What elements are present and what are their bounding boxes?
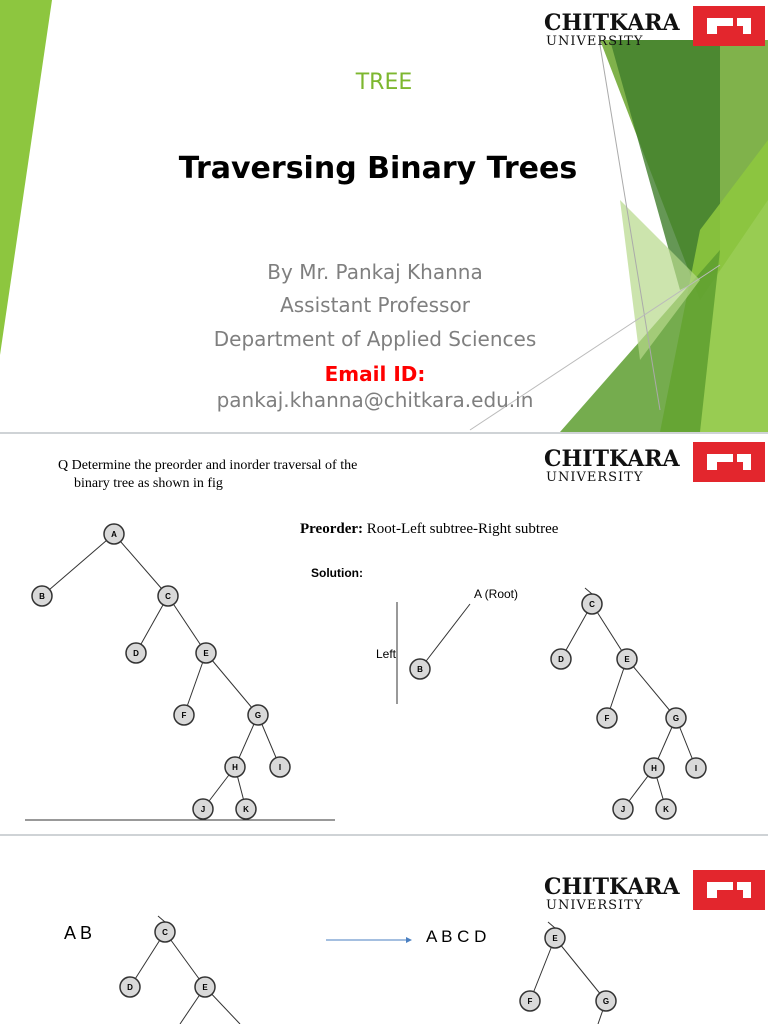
tree-node-label: B [39,592,45,601]
question-line-2: binary tree as shown in fig [74,476,223,491]
tree-node-f [174,705,194,725]
tree-node-label: F [604,714,610,723]
author-role: Assistant Professor [280,293,470,317]
tree-node-label: I [694,764,698,773]
tree-edge [420,604,470,669]
arrow-right-icon [326,937,412,943]
solution-label: Solution: [311,566,363,580]
tree-node-h [225,757,245,777]
tree-node-label: E [202,983,208,992]
tree-edge [114,534,168,596]
title-slide [0,0,768,432]
slide-title: Traversing Binary Trees [178,151,578,186]
logo-wordmark: CHITKARA [544,446,680,472]
continuation-slide [0,836,768,1024]
tree-node-f [597,708,617,728]
tree-node-label: I [278,763,282,772]
logo-subtitle: UNIVERSITY [546,34,644,49]
chitkara-logo [540,6,768,48]
tree-node-d [126,643,146,663]
tree-node-i [270,757,290,777]
email-label: Email ID: [324,362,426,386]
logo-subtitle: UNIVERSITY [546,470,644,485]
tree-node-g [248,705,268,725]
author-department: Department of Applied Sciences [213,327,537,351]
tree-node-label: B [417,665,423,674]
tree-node-k [236,799,256,819]
preorder-label: Preorder: [300,521,364,537]
tree-node-label: K [243,805,249,814]
logo-wordmark: CHITKARA [544,874,680,900]
tree-node-k [656,799,676,819]
tree-node-h [644,758,664,778]
tree-node-label: E [203,649,209,658]
tree-node-label: C [162,928,168,937]
tree-node-label: F [181,711,187,720]
tree-node-label: C [165,592,171,601]
tree-edge [627,659,676,718]
tree-edge [555,938,606,1001]
tree-node-label: E [624,655,630,664]
tree-edge [42,534,114,596]
traversal-so-far: A B [64,923,93,943]
tree-node-label: G [254,711,262,720]
tree-node-label: D [133,649,139,658]
tree-node-label: K [663,805,669,814]
tree-edge [548,922,555,928]
root-annotation: A (Root) [474,587,519,601]
tree-node-d [120,977,140,997]
tree-node-f [520,991,540,1011]
tree-node-c [155,922,175,942]
tree-node-e [195,977,215,997]
tree-node-j [193,799,213,819]
section-tag: TREE [355,70,413,95]
preorder-text: Root-Left subtree-Right subtree [363,521,559,537]
subtree-diagram [0,836,768,1024]
logo-subtitle: UNIVERSITY [546,898,644,913]
tree-edge [585,588,592,594]
tree-node-a [104,524,124,544]
preorder-slide [0,434,768,834]
tree-node-d [551,649,571,669]
tree-node-label: A [111,530,117,539]
tree-node-e [196,643,216,663]
tree-node-label: E [552,934,558,943]
tree-node-label: J [620,805,626,814]
tree-node-g [666,708,686,728]
logo-wordmark: CHITKARA [544,10,680,36]
tree-node-c [582,594,602,614]
tree-node-label: J [200,805,206,814]
tree-node-i [686,758,706,778]
tree-node-g [596,991,616,1011]
tree-node-label: C [589,600,595,609]
logo-emblem [693,6,765,46]
tree-node-b [410,659,430,679]
author-name: By Mr. Pankaj Khanna [267,260,483,284]
traversal-result: A B C D [426,927,487,946]
left-annotation: Left [376,647,397,661]
tree-node-label: D [558,655,564,664]
tree-node-e [617,649,637,669]
tree-node-j [613,799,633,819]
email-address[interactable]: pankaj.khanna@chitkara.edu.in [216,388,534,412]
tree-node-b [32,586,52,606]
tree-node-label: H [232,763,238,772]
tree-node-c [158,586,178,606]
tree-node-e [545,928,565,948]
tree-node-label: G [672,714,680,723]
binary-tree-diagram [0,434,768,834]
tree-edge [158,916,165,922]
question-line-1: Q Determine the preorder and inorder traversal of the [58,458,358,473]
tree-node-label: D [127,983,133,992]
tree-node-label: F [527,997,533,1006]
tree-node-label: H [651,764,657,773]
tree-node-label: G [602,997,610,1006]
tree-edge [206,653,258,715]
